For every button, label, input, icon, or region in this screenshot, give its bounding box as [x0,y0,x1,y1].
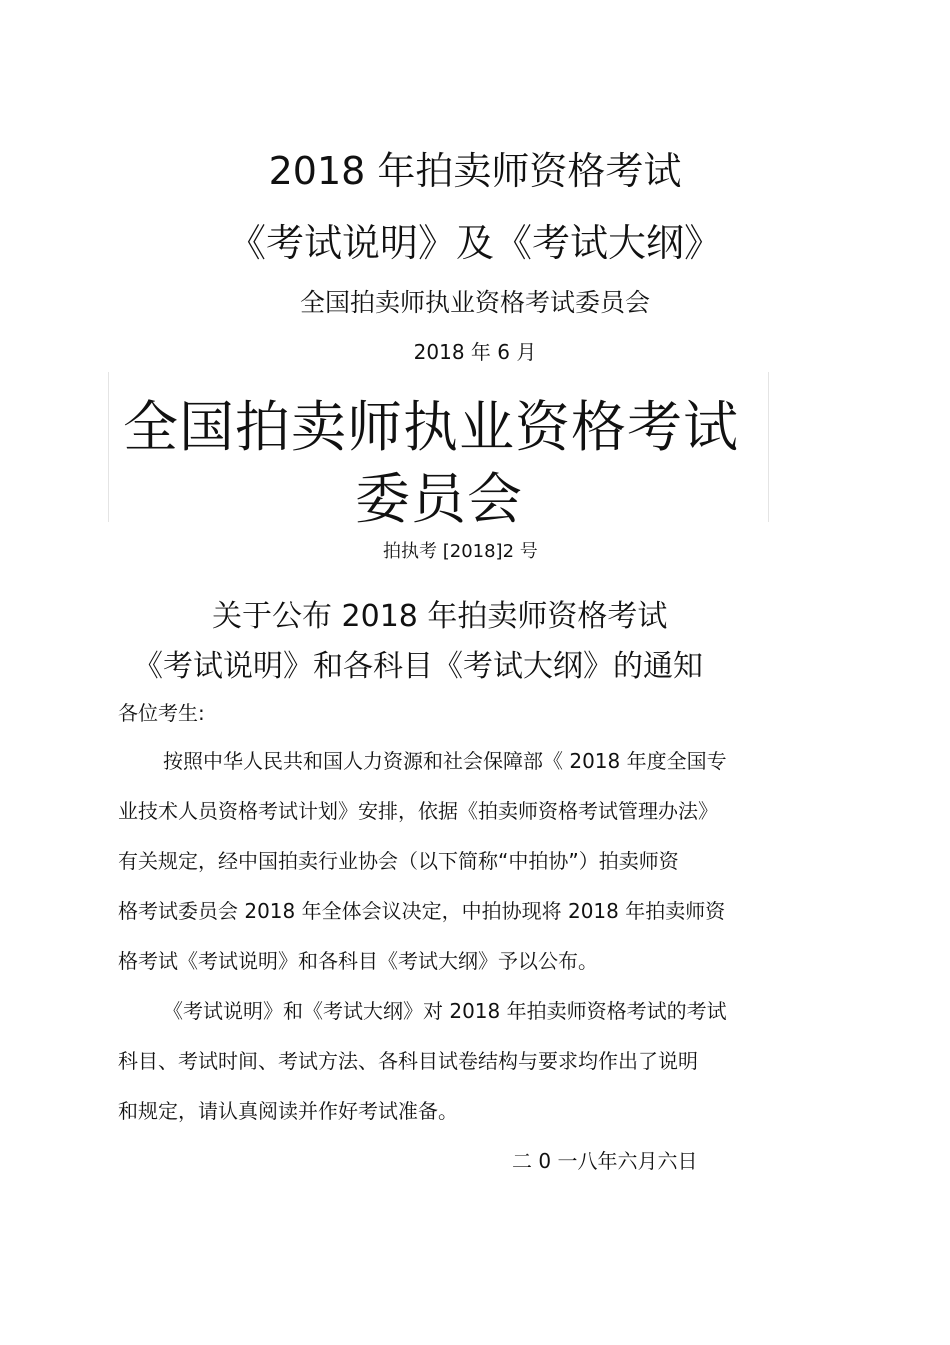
letterhead-line-1: 全国拍卖师执业资格考试 [123,395,740,459]
document-number: 拍执考 [2018]2 号 [383,541,538,562]
signature-date: 二 0 一八年六月六日 [512,1149,698,1173]
body-line: 格考试委员会 2018 年全体会议决定，中拍协现将 2018 年拍卖师资 [118,899,726,923]
body-line: 《考试说明》和《考试大纲》对 2018 年拍卖师资格考试的考试 [163,999,727,1023]
body-line: 科目、考试时间、考试方法、各科目试卷结构与要求均作出了说明 [118,1049,698,1073]
body-line: 业技术人员资格考试计划》安排，依据《拍卖师资格考试管理办法》 [118,799,718,823]
notice-title-line-1: 关于公布 2018 年拍卖师资格考试 [212,599,668,634]
cover-date: 2018 年 6 月 [413,340,537,364]
notice-title-line-2: 《考试说明》和各科目《考试大纲》的通知 [133,649,703,684]
body-line: 和规定，请认真阅读并作好考试准备。 [118,1099,458,1123]
body-line: 按照中华人民共和国人力资源和社会保障部《 2018 年度全国专 [163,749,727,773]
cover-organization: 全国拍卖师执业资格考试委员会 [299,288,650,317]
cover-title-line-1: 2018 年拍卖师资格考试 [268,149,682,193]
body-line: 格考试《考试说明》和各科目《考试大纲》予以公布。 [118,949,598,973]
body-line: 有关规定，经中国拍卖行业协会（以下简称“中拍协”）拍卖师资 [118,849,679,873]
cover-title-line-2: 《考试说明》及《考试大纲》 [227,221,722,265]
letterhead-line-2: 委员会 [355,467,524,531]
salutation: 各位考生: [118,701,205,725]
